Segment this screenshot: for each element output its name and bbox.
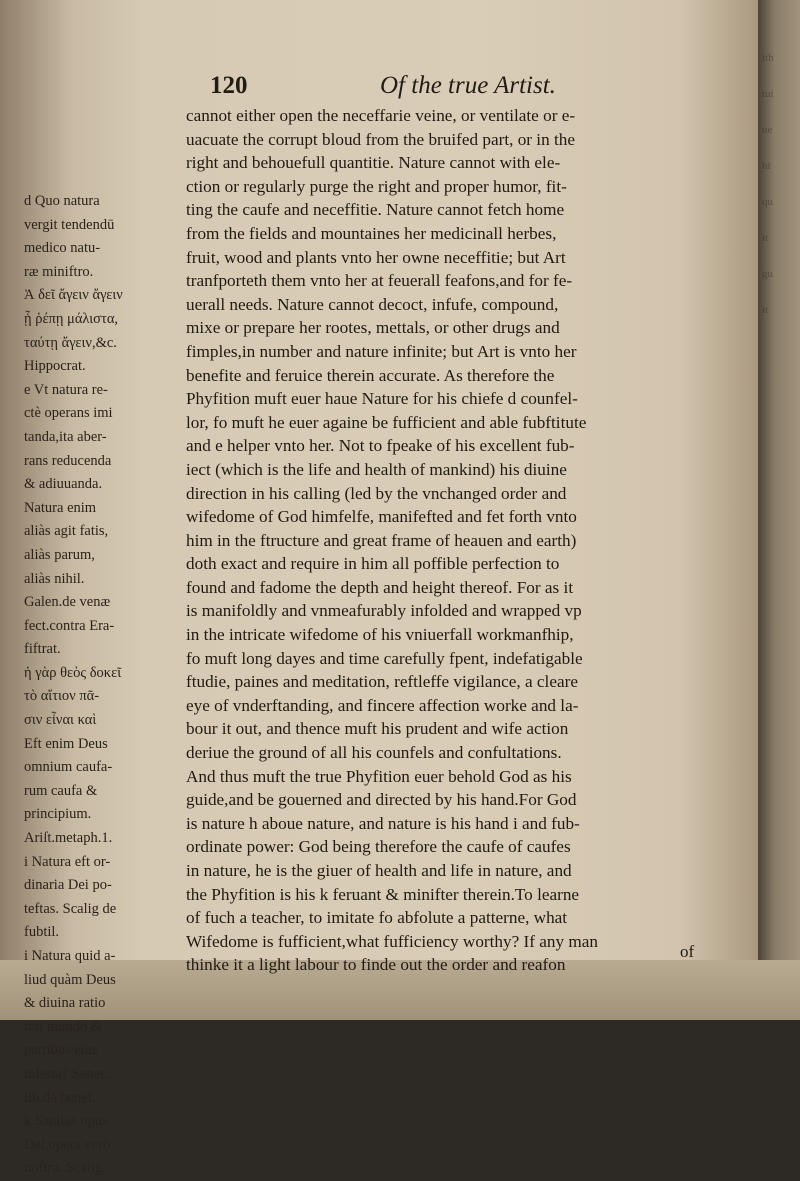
margin-note: i Natura quid a-: [24, 948, 116, 964]
margin-note: k Sanitas opus: [24, 1113, 108, 1130]
margin-note: vergit tendendū: [24, 216, 115, 233]
text-line: tranfporteth them vnto her at feuerall feafons,and for fe-: [186, 271, 573, 291]
text-line: benefite and feruice therein accurate. As therefore the: [186, 365, 555, 385]
bleed-fragment: tui: [762, 88, 774, 100]
bleed-fragment: it: [762, 232, 769, 244]
page-number: 120: [210, 72, 248, 99]
margin-note: rum caufa &: [24, 782, 98, 799]
margin-note: toti mundo &: [24, 1018, 103, 1035]
margin-note: Dei,opera verò: [24, 1136, 111, 1153]
text-line: And thus muft the true Phyfition euer behold God as his: [186, 766, 572, 786]
text-line: Phyfition muft euer haue Nature for his chiefe d counfel-: [186, 389, 578, 409]
text-line: bour it out, and thence muft his prudent and wife action: [186, 719, 569, 739]
margin-note: ctè operans imi: [24, 405, 113, 422]
facing-page-edge: [758, 0, 800, 1020]
margin-note: τὸ αἴτιον πᾶ-: [24, 688, 100, 705]
text-line: in the intricate wifedome of his vniuerfall workmanfhip,: [186, 625, 574, 645]
margin-note: lib.de benef.: [24, 1089, 97, 1106]
page-header: [210, 72, 680, 102]
margin-note: d Quo natura: [24, 193, 100, 209]
text-line: from the fields and mountaines her medicinall herbes,: [186, 223, 557, 243]
margin-notes: [24, 190, 174, 1181]
running-title: Of the true Artist.: [380, 72, 556, 99]
margin-note: ταύτῃ ἄγειν,&c.: [24, 334, 117, 351]
margin-note: ræ miniftro.: [24, 263, 94, 280]
text-line: eye of vnderftanding, and fincere affection worke and la-: [186, 695, 579, 715]
text-line: ftudie, paines and meditation, reftleffe vigilance, a cleare: [186, 672, 578, 692]
text-line: doth exact and require in him all poffible perfection to: [186, 554, 560, 574]
margin-note: & diuina ratio: [24, 995, 106, 1012]
margin-note: medico natu-: [24, 240, 101, 257]
catchword: of: [680, 942, 695, 961]
margin-note: partibus eius: [24, 1042, 98, 1059]
margin-note: dinaria Dei po-: [24, 877, 112, 894]
margin-note: tanda,ita aber-: [24, 428, 107, 445]
bleed-fragment: gu: [762, 268, 773, 280]
bleed-fragment: hi: [762, 160, 771, 172]
text-line: uacuate the corrupt bloud from the bruifed part, or in the: [186, 129, 575, 149]
text-line: ordinate power: God being therefore the caufe of caufes: [186, 837, 571, 857]
margin-note: Eft enim Deus: [24, 735, 108, 752]
text-line: is manifoldly and vnmeafurably infolded and wrapped vp: [186, 601, 582, 621]
text-line: found and fadome the depth and height thereof. For as it: [186, 577, 574, 597]
bleed-fragment: ue: [762, 124, 773, 136]
text-line: guide,and be gouerned and directed by his hand.For God: [186, 790, 577, 810]
margin-note: Hippocrat.: [24, 358, 86, 375]
bleed-fragment: it: [762, 304, 769, 316]
text-line: and e helper vnto her. Not to fpeake of his excellent fub-: [186, 436, 575, 456]
margin-note: Galen.de venæ: [24, 594, 111, 611]
text-line: fimples,in number and nature infinite; but Art is vnto her: [186, 341, 577, 361]
margin-note: ᾗ ῥέπῃ μάλιστα,: [24, 310, 119, 327]
margin-note: Natura enim: [24, 499, 97, 516]
margin-note: omnium caufa-: [24, 759, 113, 776]
margin-note: aliàs agit fatis,: [24, 523, 109, 540]
facing-page-bleed: [762, 40, 792, 328]
text-line: the Phyfition is his k feruant & minifter therein.To learne: [186, 884, 580, 904]
margin-note: noftra. Scalig.: [24, 1160, 106, 1177]
text-line: fo muft long dayes and time carefully fpent, indefatigable: [186, 648, 583, 668]
text-line: him in the ftructure and great frame of heauen and earth): [186, 530, 577, 550]
text-line: lor, fo muft he euer againe be fufficient and able fubftitute: [186, 412, 587, 432]
text-line: deriue the ground of all his counfels and confultations.: [186, 743, 562, 763]
bleed-fragment: ith: [762, 52, 774, 64]
text-line: cannot either open the neceffarie veine, or ventilate or e-: [186, 106, 576, 125]
text-line: right and behouefull quantitie. Nature cannot with ele-: [186, 153, 561, 173]
text-line: direction in his calling (led by the vnchanged order and: [186, 483, 567, 503]
text-line: iect (which is the life and health of mankind) his diuine: [186, 459, 567, 479]
margin-note: rans reducenda: [24, 452, 112, 469]
margin-note: teftas. Scalig de: [24, 900, 117, 917]
margin-note: e Vt natura re-: [24, 381, 108, 398]
text-line: is nature h aboue nature, and nature is his hand i and fub-: [186, 813, 580, 833]
text-line: fruit, wood and plants vnto her owne neceffitie; but Art: [186, 247, 566, 267]
margin-note: aliàs parum,: [24, 546, 95, 563]
text-line: ction or regularly purge the right and proper humor, fit-: [186, 176, 567, 196]
margin-note: i Natura eft or-: [24, 853, 111, 870]
text-line: of fuch a teacher, to imitate fo abfolute a patterne, what: [186, 908, 568, 928]
text-line: mixe or prepare her rootes, mettals, or other drugs and: [186, 318, 560, 338]
margin-note: fiftrat.: [24, 641, 61, 658]
margin-note: liud quàm Deus: [24, 971, 116, 988]
text-line: uerall needs. Nature cannot decoct, infufe, compound,: [186, 294, 559, 314]
body-text: [186, 104, 731, 977]
margin-note: inferta? Senec.: [24, 1065, 111, 1082]
bleed-fragment: qu: [762, 196, 773, 208]
text-line: in nature, he is the giuer of health and life in nature, and: [186, 861, 572, 880]
margin-note: Ariſt.metaph.1.: [24, 830, 113, 847]
text-line: ting the caufe and neceffitie. Nature cannot fetch home: [186, 200, 565, 220]
text-line: Wifedome is fufficient,what fufficiency worthy? If any man: [186, 931, 598, 951]
margin-note: ἡ γὰρ θεὸς δοκεῖ: [24, 664, 122, 681]
text-line: wifedome of God himfelfe, manifefted and fet forth vnto: [186, 507, 577, 527]
margin-note: & adiuuanda.: [24, 476, 103, 493]
margin-note: fect.contra Era-: [24, 617, 115, 634]
margin-note: Ἀ δεῖ ἄγειν ἄγειν: [24, 287, 123, 304]
margin-note: principium.: [24, 806, 92, 823]
margin-note: σιν εἶναι καὶ: [24, 712, 97, 729]
margin-note: aliàs nihil.: [24, 570, 85, 587]
margin-note: fubtil.: [24, 924, 60, 941]
text-line: thinke it a light labour to finde out the order and reafon: [186, 955, 566, 975]
